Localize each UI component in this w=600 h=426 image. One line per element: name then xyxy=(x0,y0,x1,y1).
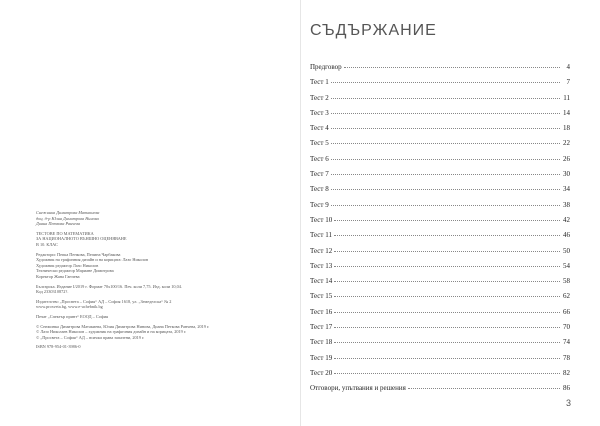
toc-entry-page: 50 xyxy=(563,246,570,255)
toc-entry xyxy=(310,201,570,216)
imprint-block xyxy=(36,210,276,350)
page-number: 3 xyxy=(566,398,572,408)
toc-leader-dots xyxy=(331,98,560,99)
toc-leader-dots xyxy=(331,128,560,129)
toc-entry xyxy=(310,231,570,246)
imprint-credit: Редактори: Пепка Пенкова, Пепина Чарбакова xyxy=(36,251,121,257)
imprint-author: доц. д-р Юлия Димитрова Нинова xyxy=(36,215,99,221)
toc-entry-page: 74 xyxy=(563,338,570,347)
imprint-publisher-line: www.prosveta.bg, www.e-uchebnik.bg xyxy=(36,304,103,310)
toc-entry-page: 22 xyxy=(563,139,570,148)
toc-entry-label: Тест 10 xyxy=(310,215,333,224)
toc-entry-label: Предговор xyxy=(310,63,342,71)
toc-entry xyxy=(310,94,570,109)
imprint-print-line: Код 2330310872?. xyxy=(36,289,69,295)
toc-leader-dots xyxy=(331,143,560,144)
imprint-copyright xyxy=(36,324,276,341)
toc-entry xyxy=(310,63,570,78)
toc-entry-page: 78 xyxy=(563,353,570,362)
imprint-title-line: ТЕСТОВЕ ПО МАТЕМАТИКА xyxy=(36,230,94,236)
imprint-print-info xyxy=(36,284,276,295)
imprint-credit: Технически редактор Мариане Димитрова xyxy=(36,268,114,274)
toc-leader-dots xyxy=(334,358,560,359)
toc-entry xyxy=(310,124,570,139)
toc-entry-page: 86 xyxy=(563,384,570,393)
toc-entry-label: Тест 6 xyxy=(310,154,329,163)
toc-title: СЪДЪРЖАНИЕ xyxy=(310,22,437,39)
imprint-copyright-line: © „Просвета – София“ АД – всички права запазени, 2019 г. xyxy=(36,334,145,340)
toc-leader-dots xyxy=(334,312,560,313)
imprint-credits xyxy=(36,252,276,280)
toc-entry xyxy=(310,170,570,185)
toc-entry-page: 42 xyxy=(563,215,570,224)
toc-leader-dots xyxy=(334,342,560,343)
toc-entry-label: Тест 15 xyxy=(310,292,333,301)
toc-entry-label: Тест 2 xyxy=(310,93,329,102)
toc-entry-page: 62 xyxy=(563,292,570,301)
toc-entry-page: 7 xyxy=(566,78,570,87)
toc-entry-page: 38 xyxy=(563,200,570,209)
toc-leader-dots xyxy=(334,281,560,282)
toc-entry xyxy=(310,155,570,170)
toc-entry-label: Тест 18 xyxy=(310,338,333,347)
toc-entry-page: 30 xyxy=(563,170,570,179)
imprint-book-title xyxy=(36,231,276,248)
toc-entry-label: Отговори, упътвания и решения xyxy=(310,384,406,393)
toc-entry-label: Тест 16 xyxy=(310,307,333,316)
toc-entry-label: Тест 8 xyxy=(310,185,329,194)
imprint-author: Снежинка Димитрова Матакиева xyxy=(36,210,100,215)
toc-entry-page: 14 xyxy=(563,108,570,117)
toc-leader-dots xyxy=(334,266,560,267)
imprint-authors xyxy=(36,210,276,227)
toc-entry-page: 58 xyxy=(563,277,570,286)
toc-entry xyxy=(310,308,570,323)
toc-leader-dots xyxy=(331,82,560,83)
imprint-credit: Художник на графичния дизайн и на корицата: Лазо Николов xyxy=(36,257,149,263)
toc-entry-page: 11 xyxy=(563,93,570,102)
imprint-credit: Художник редактор Лазо Николов xyxy=(36,262,99,268)
toc-entry-page: 4 xyxy=(566,63,570,71)
toc-entry-label: Тест 19 xyxy=(310,353,333,362)
toc-entry-page: 66 xyxy=(563,307,570,316)
toc-entry xyxy=(310,277,570,292)
imprint-author: Диана Петкова Ранчева xyxy=(36,221,81,227)
toc-leader-dots xyxy=(334,373,560,374)
toc-entry-label: Тест 3 xyxy=(310,108,329,117)
toc-leader-dots xyxy=(331,159,560,160)
imprint-isbn: ISBN 978-954-01-3986-0 xyxy=(36,344,81,350)
toc-entry xyxy=(310,216,570,231)
imprint-copyright-line: © Снежинка Димитрова Матакиева, Юлия Димитрова Нинова, Диана Петкова Ранчева, 2019 г. xyxy=(36,323,210,329)
imprint-print-line: Българска. Издание I/2019 г. Формат 70x100/16. Печ. коли 7,75. Изд. коли 10,04. xyxy=(36,283,182,289)
toc-leader-dots xyxy=(334,251,560,252)
toc-leader-dots xyxy=(331,189,560,190)
toc-entry-label: Тест 17 xyxy=(310,323,333,332)
toc-entry xyxy=(310,323,570,338)
toc-leader-dots xyxy=(344,67,560,68)
toc-entry xyxy=(310,247,570,262)
toc-leader-dots xyxy=(334,327,560,328)
toc-entry xyxy=(310,139,570,154)
imprint-printer-line: Печат „Спектър принт“ ЕООД – София xyxy=(36,313,108,319)
toc-entry-label: Тест 12 xyxy=(310,246,333,255)
toc-leader-dots xyxy=(334,235,560,236)
imprint-title-line: ЗА НАЦИОНАЛНОТО ВЪНШНО ОЦЕНЯВАНЕ xyxy=(36,236,127,242)
toc-entry-label: Тест 20 xyxy=(310,368,333,377)
imprint-publisher-line: Издателство „Просвета – София“ АД – София 1618, ул. „Земеделска“ № 2 xyxy=(36,298,172,304)
toc-entry-label: Тест 7 xyxy=(310,170,329,179)
toc-entry-page: 18 xyxy=(563,124,570,133)
toc-entry-label: Тест 13 xyxy=(310,261,333,270)
spread-divider xyxy=(300,0,301,426)
toc-entry-label: Тест 5 xyxy=(310,139,329,148)
toc-entry-page: 34 xyxy=(563,185,570,194)
toc-entry-page: 46 xyxy=(563,231,570,240)
toc-entry xyxy=(310,292,570,307)
toc-leader-dots xyxy=(331,113,560,114)
toc-entry-label: Тест 1 xyxy=(310,78,329,87)
toc-entry xyxy=(310,109,570,124)
toc-entry xyxy=(310,78,570,93)
toc-entry xyxy=(310,338,570,353)
toc-leader-dots xyxy=(331,174,560,175)
toc-leader-dots xyxy=(408,388,560,389)
imprint-title-line: В 10. КЛАС xyxy=(36,241,58,247)
toc-leader-dots xyxy=(331,205,560,206)
toc-entry-page: 82 xyxy=(563,368,570,377)
toc-entry-page: 26 xyxy=(563,154,570,163)
toc-entry xyxy=(310,262,570,277)
toc-entry-label: Тест 11 xyxy=(310,231,332,240)
imprint-publisher xyxy=(36,299,276,310)
toc-entry-label: Тест 14 xyxy=(310,277,333,286)
toc-entry xyxy=(310,185,570,200)
toc-leader-dots xyxy=(334,296,560,297)
imprint-copyright-line: © Лазо Николаев Николов – художник на графичния дизайн и на корицата, 2019 г. xyxy=(36,329,187,335)
imprint-credit: Коректор Жана Ганчева xyxy=(36,273,80,279)
toc-entry-label: Тест 4 xyxy=(310,124,329,133)
table-of-contents xyxy=(310,63,570,400)
toc-entry xyxy=(310,354,570,369)
toc-entry-label: Тест 9 xyxy=(310,200,329,209)
toc-entry xyxy=(310,384,570,399)
toc-leader-dots xyxy=(334,220,560,221)
toc-entry xyxy=(310,369,570,384)
toc-entry-page: 70 xyxy=(563,323,570,332)
toc-entry-page: 54 xyxy=(563,261,570,270)
